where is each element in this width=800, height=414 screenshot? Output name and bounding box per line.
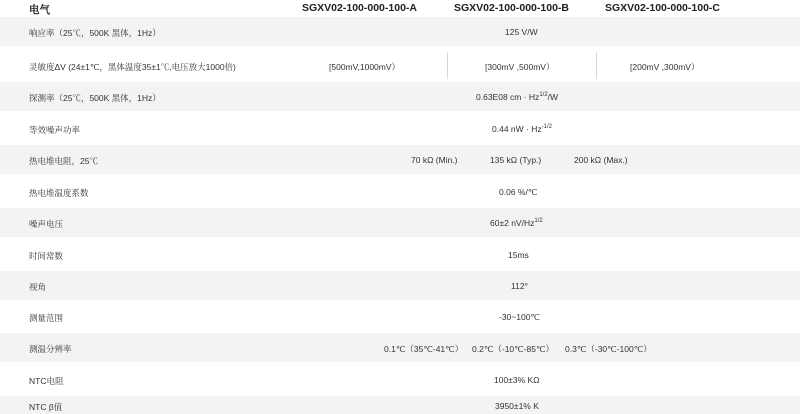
- row-label: 视角: [29, 282, 47, 292]
- row-value-c: [200mV ,300mV）: [630, 62, 700, 72]
- model-c-header: SGXV02-100-000-100-C: [605, 2, 720, 14]
- section-title: 电气: [29, 4, 50, 16]
- row-label: 探测率（25℃，500K 黑体，1Hz）: [29, 93, 161, 103]
- model-a-header: SGXV02-100-000-100-A: [302, 2, 417, 14]
- row-value-2: 0.2℃（-10℃-85℃）: [472, 344, 555, 354]
- row-value: 15ms: [508, 250, 529, 260]
- row-label: 热电堆电阻，25℃: [29, 156, 98, 166]
- row-value: -30~100℃: [499, 312, 540, 322]
- row-value: 125 V/W: [505, 27, 538, 37]
- row-label: 等效噪声功率: [29, 125, 81, 135]
- model-b-header: SGXV02-100-000-100-B: [454, 2, 569, 14]
- cell-divider: [596, 52, 597, 79]
- table-row: [0, 145, 800, 174]
- row-value-a: [500mV,1000mV）: [329, 62, 401, 72]
- cell-divider: [447, 52, 448, 79]
- table-row: [0, 365, 800, 394]
- row-label: 时间常数: [29, 251, 64, 261]
- table-header: [0, 0, 800, 17]
- table-row: [0, 271, 800, 300]
- row-label: NTC电阻: [29, 376, 64, 386]
- table-row: [0, 82, 800, 111]
- row-value-1: 0.1℃（35℃-41℃）: [384, 344, 464, 354]
- row-label: NTC β值: [29, 402, 63, 412]
- row-label: 测温分辨率: [29, 344, 72, 354]
- row-value: 60±2 $nV/Hz^{1/2}$: [490, 218, 543, 228]
- row-label: 灵敏度ΔV (24±1℃，黑体温度35±1℃,电压放大1000倍): [29, 62, 236, 72]
- row-label: 热电堆温度系数: [29, 188, 89, 198]
- row-value-max: 200 kΩ (Max.): [574, 155, 628, 165]
- table-row: [0, 333, 800, 362]
- row-label: 响应率（25℃，500K 黑体，1Hz）: [29, 28, 161, 38]
- row-value: 100±3% KΩ: [494, 375, 540, 385]
- table-row: [0, 208, 800, 237]
- row-value: 112°: [511, 281, 528, 291]
- row-value-b: [300mV ,500mV）: [485, 62, 555, 72]
- row-value: 0.63E08 cm · $Hz^{1/2}/W$: [476, 92, 559, 102]
- table-row: [0, 17, 800, 46]
- table-row: [0, 50, 800, 80]
- row-value: 0.44 nW · $Hz^{-1/2}$: [492, 124, 552, 134]
- row-label: 测量范围: [29, 313, 64, 323]
- row-value-typ: 135 kΩ (Typ.): [490, 155, 542, 165]
- row-value: 0.06 %/℃: [499, 187, 538, 197]
- table-row: [0, 302, 800, 331]
- row-value: 3950±1% K: [495, 401, 539, 411]
- row-value-min: 70 kΩ (Min.): [411, 155, 458, 165]
- table-row: [0, 114, 800, 143]
- table-row: [0, 240, 800, 269]
- row-label: 噪声电压: [29, 219, 64, 229]
- table-row: [0, 396, 800, 414]
- table-row: [0, 177, 800, 206]
- row-value-3: 0.3℃（-30℃-100℃）: [565, 344, 652, 354]
